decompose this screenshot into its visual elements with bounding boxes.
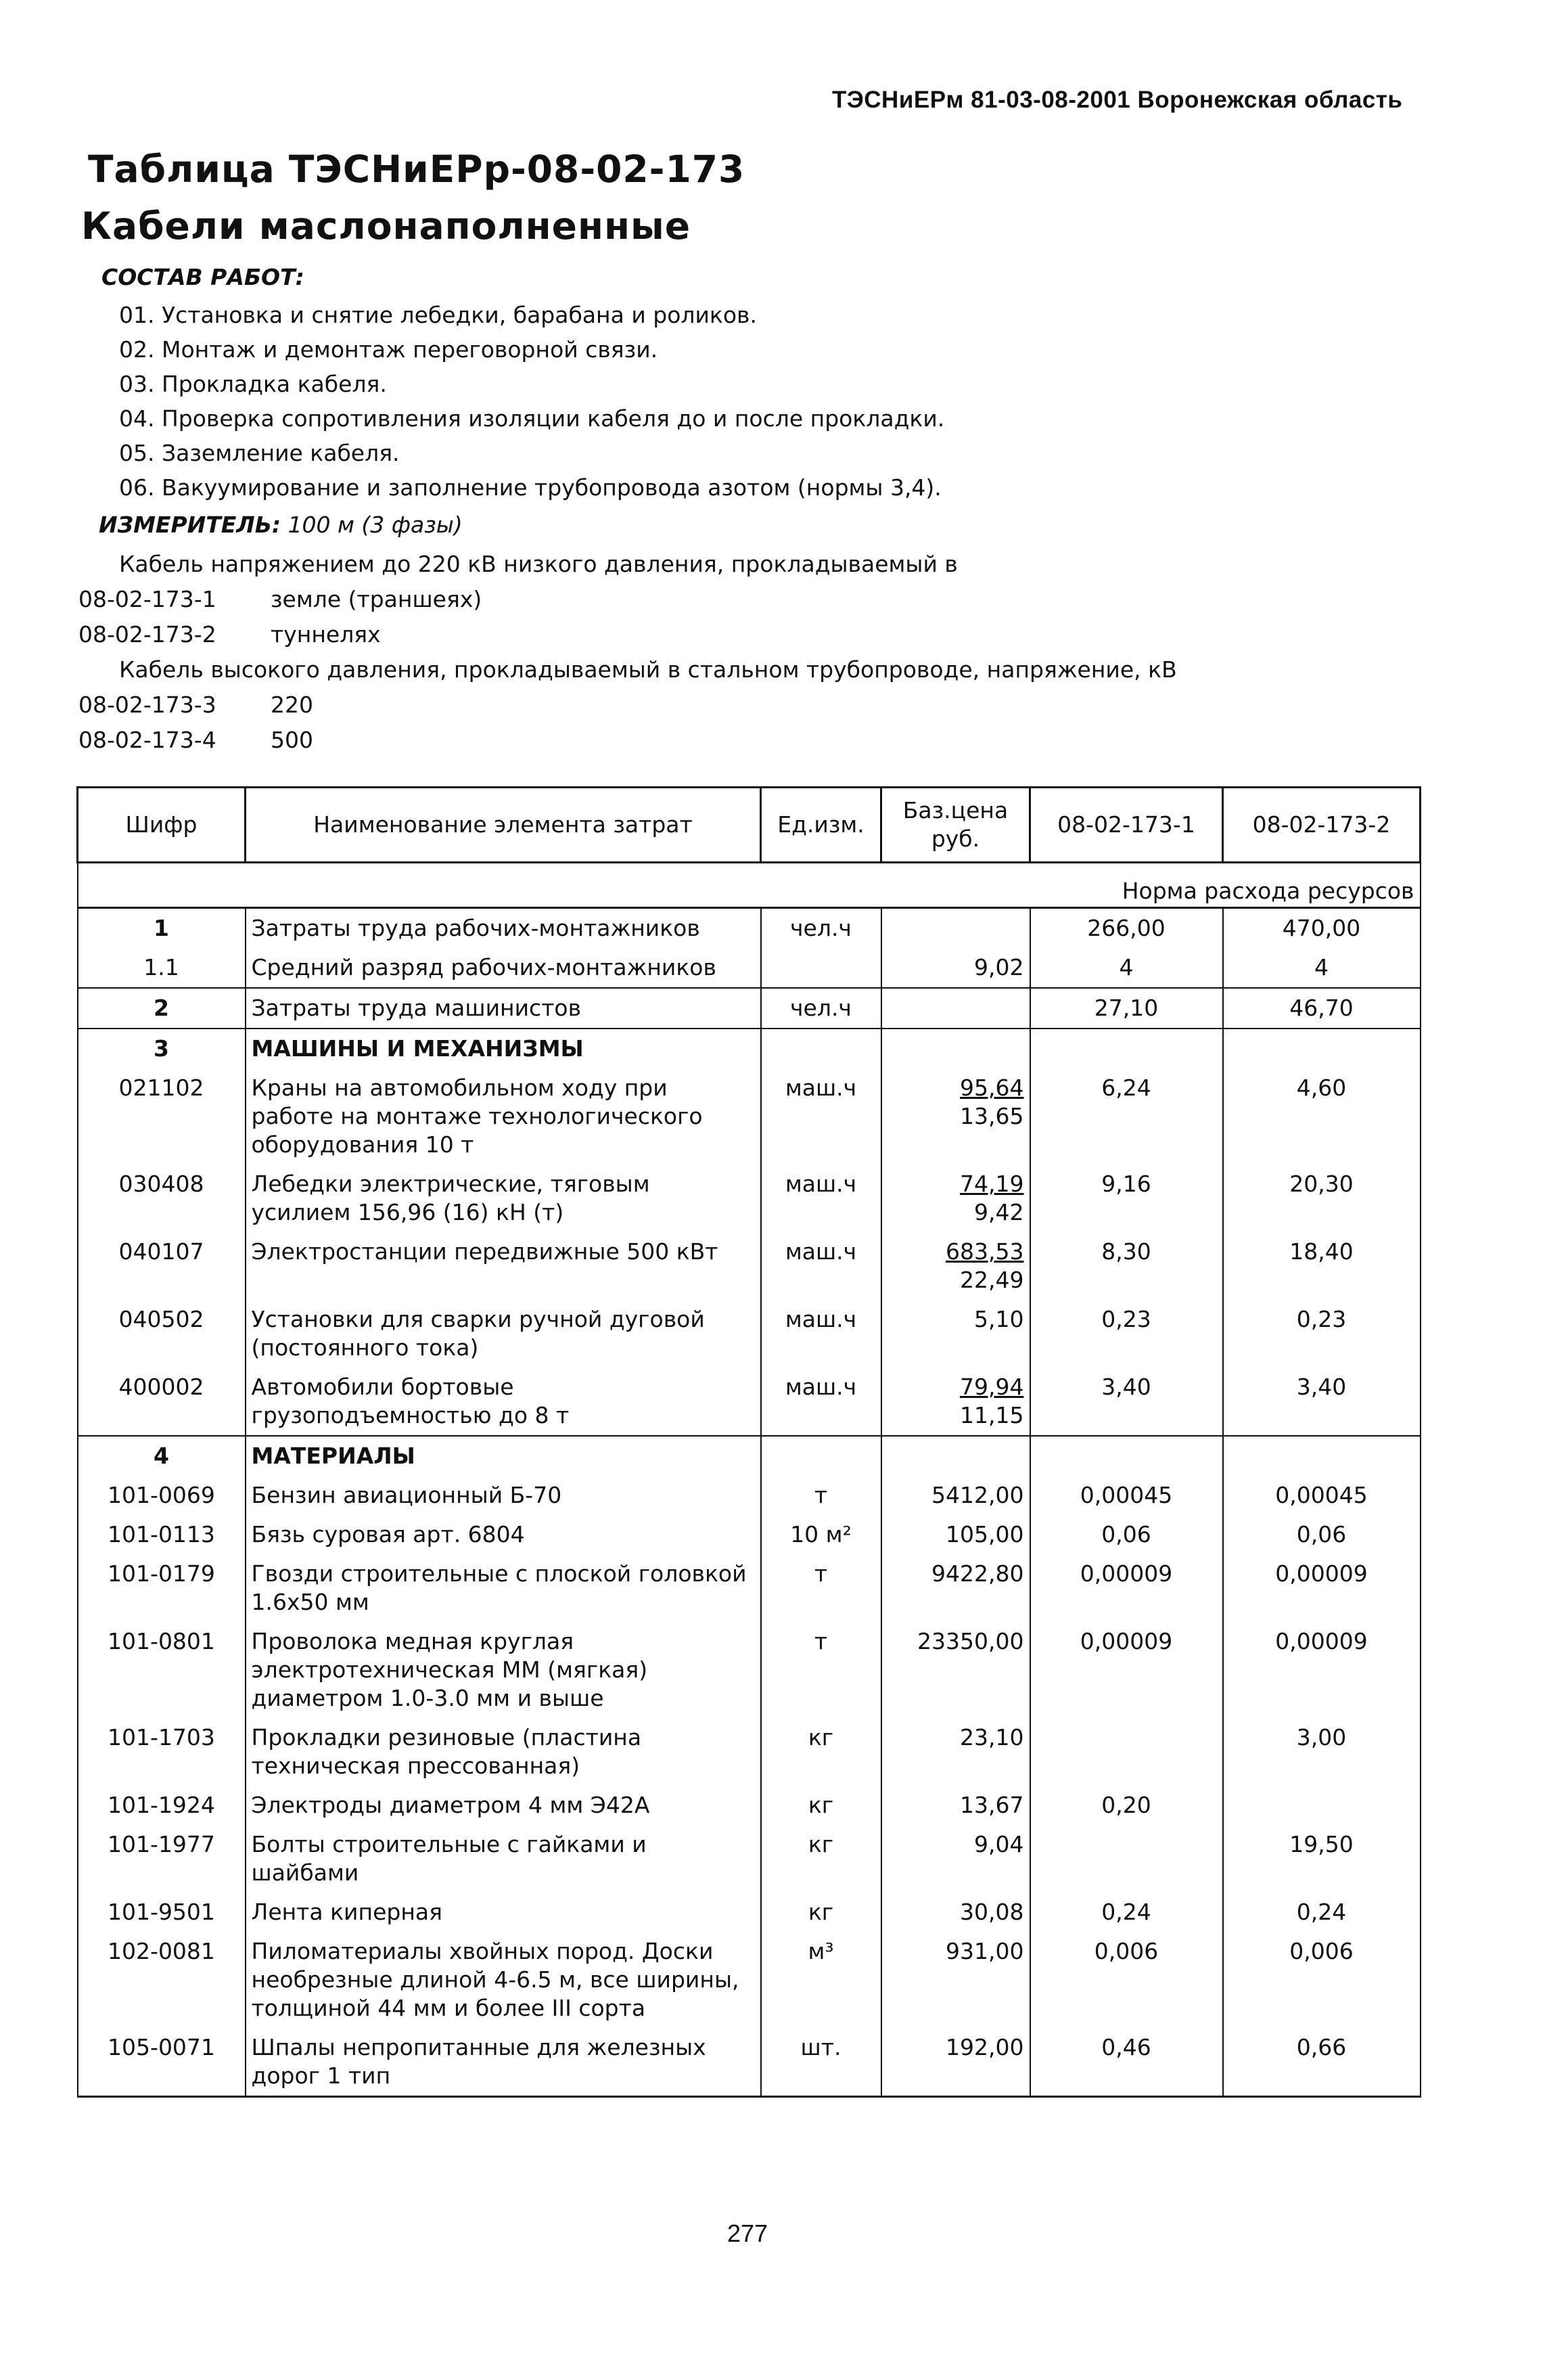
cell-variant-1: 0,06	[1030, 1515, 1223, 1554]
cell-name: Затраты труда рабочих-монтажников	[246, 908, 761, 949]
cell-name: Автомобили бортовые грузоподъемностью до 8 т	[246, 1368, 761, 1436]
price-value: 13,67	[960, 1792, 1024, 1818]
work-composition-list	[119, 298, 944, 505]
cell-variant-2: 4,60	[1223, 1068, 1421, 1165]
work-item: 05. Заземление кабеля.	[119, 440, 400, 466]
price-value: 192,00	[946, 2034, 1024, 2060]
table-row	[78, 1029, 1421, 1068]
cell-unit: кг	[761, 1893, 881, 1932]
cell-variant-1: 0,00045	[1030, 1476, 1223, 1515]
table-row	[78, 1932, 1421, 2028]
price-value: 9422,80	[931, 1560, 1024, 1587]
cell-variant-1: 9,16	[1030, 1165, 1223, 1232]
col-header-variant-2: 08-02-173-2	[1223, 788, 1421, 863]
cell-code: 030408	[78, 1165, 246, 1232]
price-value: 105,00	[946, 1521, 1024, 1548]
table-row	[78, 1786, 1421, 1825]
cell-code: 021102	[78, 1068, 246, 1165]
cell-price	[881, 1718, 1030, 1786]
norm-label: Норма расхода ресурсов	[78, 863, 1421, 908]
cell-variant-1: 27,10	[1030, 988, 1223, 1029]
price-wage-value: 11,15	[960, 1402, 1024, 1428]
cell-variant-2: 3,40	[1223, 1368, 1421, 1436]
variant-text: 500	[271, 727, 313, 753]
cell-name: МАШИНЫ И МЕХАНИЗМЫ	[246, 1029, 761, 1068]
cell-code: 101-0179	[78, 1554, 246, 1622]
variant-row	[78, 582, 1177, 617]
price-value: 23,10	[960, 1724, 1024, 1751]
cell-variant-2: 0,00009	[1223, 1622, 1421, 1718]
col-header-code: Шифр	[78, 788, 246, 863]
table-row	[78, 1232, 1421, 1300]
cell-code: 101-1703	[78, 1718, 246, 1786]
cell-name: Краны на автомобильном ходу при работе на монтаже технологического оборудования 10 т	[246, 1068, 761, 1165]
cell-variant-2: 0,23	[1223, 1300, 1421, 1368]
cell-variant-2: 0,00045	[1223, 1476, 1421, 1515]
table-row	[78, 1622, 1421, 1718]
cell-variant-1: 0,24	[1030, 1893, 1223, 1932]
measure-value: 100 м (3 фазы)	[287, 512, 463, 538]
cell-variant-1: 0,23	[1030, 1300, 1223, 1368]
work-item: 04. Проверка сопротивления изоляции кабеля до и после прокладки.	[119, 405, 945, 432]
cell-name: МАТЕРИАЛЫ	[246, 1436, 761, 1476]
col-header-variant-1: 08-02-173-1	[1030, 788, 1223, 863]
price-value: 30,08	[960, 1899, 1024, 1925]
cell-name: Болты строительные с гайками и шайбами	[246, 1825, 761, 1893]
variant-code: 08-02-173-2	[78, 621, 216, 648]
cell-price	[881, 1622, 1030, 1718]
price-value: 74,19	[960, 1171, 1024, 1197]
cell-price	[881, 1232, 1030, 1300]
cell-code: 040107	[78, 1232, 246, 1300]
cell-price	[881, 1786, 1030, 1825]
price-value: 5,10	[974, 1306, 1024, 1332]
col-header-unit: Ед.изм.	[761, 788, 881, 863]
col-header-name: Наименование элемента затрат	[246, 788, 761, 863]
table-row	[78, 1718, 1421, 1786]
cell-name: Установки для сварки ручной дуговой (постоянного тока)	[246, 1300, 761, 1368]
cell-name: Бензин авиационный Б-70	[246, 1476, 761, 1515]
cell-unit: т	[761, 1554, 881, 1622]
table-row	[78, 1368, 1421, 1436]
price-value: 23350,00	[917, 1628, 1024, 1654]
cell-code: 4	[78, 1436, 246, 1476]
price-wage-value: 22,49	[960, 1267, 1024, 1293]
cell-price	[881, 2028, 1030, 2097]
cell-code: 101-0069	[78, 1476, 246, 1515]
cell-variant-1: 4	[1030, 948, 1223, 988]
cell-price	[881, 1165, 1030, 1232]
table-row	[78, 1825, 1421, 1893]
variant-group-description: Кабель напряжением до 220 кВ низкого давления, прокладываемый в	[119, 551, 958, 577]
price-value: 9,02	[974, 954, 1024, 980]
table-row	[78, 1515, 1421, 1554]
cell-variant-2: 19,50	[1223, 1825, 1421, 1893]
cell-price	[881, 1515, 1030, 1554]
cell-name: Прокладки резиновые (пластина техническая прессованная)	[246, 1718, 761, 1786]
cell-name: Пиломатериалы хвойных пород. Доски необрезные длиной 4-6.5 м, все ширины, толщиной 44 мм и более III сорта	[246, 1932, 761, 2028]
cell-price	[881, 1476, 1030, 1515]
cell-code: 101-0801	[78, 1622, 246, 1718]
page-number: 277	[727, 2219, 768, 2247]
cell-code: 1.1	[78, 948, 246, 988]
cell-code: 040502	[78, 1300, 246, 1368]
cell-name: Шпалы непропитанные для железных дорог 1 тип	[246, 2028, 761, 2097]
price-wage-value: 9,42	[974, 1199, 1024, 1225]
document-header: ТЭСНиЕРм 81-03-08-2001 Воронежская область	[832, 87, 1403, 113]
variant-row	[78, 617, 1177, 652]
cell-variant-2: 0,66	[1223, 2028, 1421, 2097]
cell-unit: т	[761, 1622, 881, 1718]
cell-variant-2	[1223, 1436, 1421, 1476]
cell-price	[881, 988, 1030, 1029]
cell-variant-1: 0,006	[1030, 1932, 1223, 2028]
cell-variant-2: 470,00	[1223, 908, 1421, 949]
cell-variant-1: 3,40	[1030, 1368, 1223, 1436]
work-item: 06. Вакуумирование и заполнение трубопровода азотом (нормы 3,4).	[119, 474, 942, 501]
cell-price	[881, 1368, 1030, 1436]
variant-text: туннелях	[271, 621, 381, 648]
variant-row	[78, 723, 1177, 758]
cell-unit: чел.ч	[761, 908, 881, 949]
table-row	[78, 2028, 1421, 2097]
cell-variant-1	[1030, 1825, 1223, 1893]
cell-name: Затраты труда машинистов	[246, 988, 761, 1029]
resources-table	[76, 786, 1421, 2098]
variant-code: 08-02-173-3	[78, 692, 216, 718]
cell-unit	[761, 1029, 881, 1068]
cell-variant-1	[1030, 1436, 1223, 1476]
cell-price	[881, 1554, 1030, 1622]
cell-price	[881, 1029, 1030, 1068]
cell-unit: 10 м²	[761, 1515, 881, 1554]
cell-name: Гвозди строительные с плоской головкой 1.6x50 мм	[246, 1554, 761, 1622]
variant-text: 220	[271, 692, 313, 718]
cell-variant-1	[1030, 1029, 1223, 1068]
cell-unit: кг	[761, 1825, 881, 1893]
cell-variant-2: 3,00	[1223, 1718, 1421, 1786]
work-item: 03. Прокладка кабеля.	[119, 371, 387, 397]
cell-price	[881, 1932, 1030, 2028]
cell-code: 105-0071	[78, 2028, 246, 2097]
cell-variant-1: 0,00009	[1030, 1622, 1223, 1718]
price-value: 79,94	[960, 1374, 1024, 1400]
cell-name: Проволока медная круглая электротехническая ММ (мягкая) диаметром 1.0-3.0 мм и выше	[246, 1622, 761, 1718]
price-wage-value: 13,65	[960, 1103, 1024, 1129]
cell-name: Электроды диаметром 4 мм Э42А	[246, 1786, 761, 1825]
cell-code: 3	[78, 1029, 246, 1068]
variant-code: 08-02-173-4	[78, 727, 216, 753]
price-value: 931,00	[946, 1938, 1024, 1964]
cell-price	[881, 1436, 1030, 1476]
cell-variant-2: 18,40	[1223, 1232, 1421, 1300]
cell-unit: маш.ч	[761, 1165, 881, 1232]
cell-price	[881, 1300, 1030, 1368]
cell-price	[881, 908, 1030, 949]
table-row	[78, 948, 1421, 988]
cell-code: 400002	[78, 1368, 246, 1436]
measure-unit	[99, 512, 463, 538]
cell-variant-1: 266,00	[1030, 908, 1223, 949]
table-row	[78, 1436, 1421, 1476]
cell-variant-1: 8,30	[1030, 1232, 1223, 1300]
variants-description	[78, 547, 1177, 758]
table-row	[78, 1554, 1421, 1622]
price-value: 95,64	[960, 1075, 1024, 1101]
price-value: 5412,00	[931, 1482, 1024, 1508]
cell-variant-1: 0,20	[1030, 1786, 1223, 1825]
cell-unit: чел.ч	[761, 988, 881, 1029]
cell-unit: т	[761, 1476, 881, 1515]
cell-unit	[761, 948, 881, 988]
cell-variant-2	[1223, 1029, 1421, 1068]
cell-unit	[761, 1436, 881, 1476]
cell-variant-2: 0,24	[1223, 1893, 1421, 1932]
cell-price	[881, 1825, 1030, 1893]
measure-label: ИЗМЕРИТЕЛЬ:	[99, 512, 281, 538]
cell-variant-1	[1030, 1718, 1223, 1786]
cell-variant-2: 0,00009	[1223, 1554, 1421, 1622]
cell-unit: маш.ч	[761, 1300, 881, 1368]
variant-group-description: Кабель высокого давления, прокладываемый в стальном трубопроводе, напряжение, кВ	[119, 656, 1177, 683]
cell-unit: кг	[761, 1718, 881, 1786]
work-item: 01. Установка и снятие лебедки, барабана и роликов.	[119, 302, 757, 328]
cell-variant-1: 0,46	[1030, 2028, 1223, 2097]
cell-variant-2: 46,70	[1223, 988, 1421, 1029]
table-row	[78, 908, 1421, 949]
cell-code: 101-1977	[78, 1825, 246, 1893]
norm-row	[78, 863, 1421, 908]
table-row	[78, 1068, 1421, 1165]
cell-unit: м³	[761, 1932, 881, 2028]
cell-name: Средний разряд рабочих-монтажников	[246, 948, 761, 988]
cell-variant-2: 4	[1223, 948, 1421, 988]
work-item: 02. Монтаж и демонтаж переговорной связи.	[119, 336, 658, 363]
price-value: 9,04	[974, 1831, 1024, 1857]
cell-unit: маш.ч	[761, 1068, 881, 1165]
cell-variant-1: 0,00009	[1030, 1554, 1223, 1622]
variant-text: земле (траншеях)	[271, 586, 482, 612]
cell-code: 102-0081	[78, 1932, 246, 2028]
table-header-row	[78, 788, 1421, 863]
cell-unit: шт.	[761, 2028, 881, 2097]
cell-code: 101-1924	[78, 1786, 246, 1825]
variant-code: 08-02-173-1	[78, 586, 216, 612]
cell-code: 2	[78, 988, 246, 1029]
table-body	[78, 863, 1421, 2097]
cell-unit: кг	[761, 1786, 881, 1825]
cell-price	[881, 948, 1030, 988]
cell-code: 101-0113	[78, 1515, 246, 1554]
table-row	[78, 1893, 1421, 1932]
table-title: Таблица ТЭСНиЕРр-08-02-173	[88, 148, 745, 191]
col-header-price: Баз.цена руб.	[881, 788, 1030, 863]
cell-variant-2: 0,006	[1223, 1932, 1421, 2028]
cell-unit: маш.ч	[761, 1368, 881, 1436]
table-row	[78, 1165, 1421, 1232]
variant-row	[78, 687, 1177, 723]
cell-name: Лента киперная	[246, 1893, 761, 1932]
cell-name: Лебедки электрические, тяговым усилием 156,96 (16) кН (т)	[246, 1165, 761, 1232]
table-row	[78, 988, 1421, 1029]
cell-code: 1	[78, 908, 246, 949]
cell-variant-2: 20,30	[1223, 1165, 1421, 1232]
table-row	[78, 1300, 1421, 1368]
cell-price	[881, 1893, 1030, 1932]
table-row	[78, 1476, 1421, 1515]
cell-variant-2: 0,06	[1223, 1515, 1421, 1554]
price-value: 683,53	[946, 1238, 1024, 1265]
table-subtitle: Кабели маслонаполненные	[81, 204, 691, 248]
cell-name: Электростанции передвижные 500 кВт	[246, 1232, 761, 1300]
work-composition-heading: СОСТАВ РАБОТ:	[101, 264, 304, 290]
cell-code: 101-9501	[78, 1893, 246, 1932]
cell-name: Бязь суровая арт. 6804	[246, 1515, 761, 1554]
cell-variant-2	[1223, 1786, 1421, 1825]
cell-unit: маш.ч	[761, 1232, 881, 1300]
cell-price	[881, 1068, 1030, 1165]
cell-variant-1: 6,24	[1030, 1068, 1223, 1165]
